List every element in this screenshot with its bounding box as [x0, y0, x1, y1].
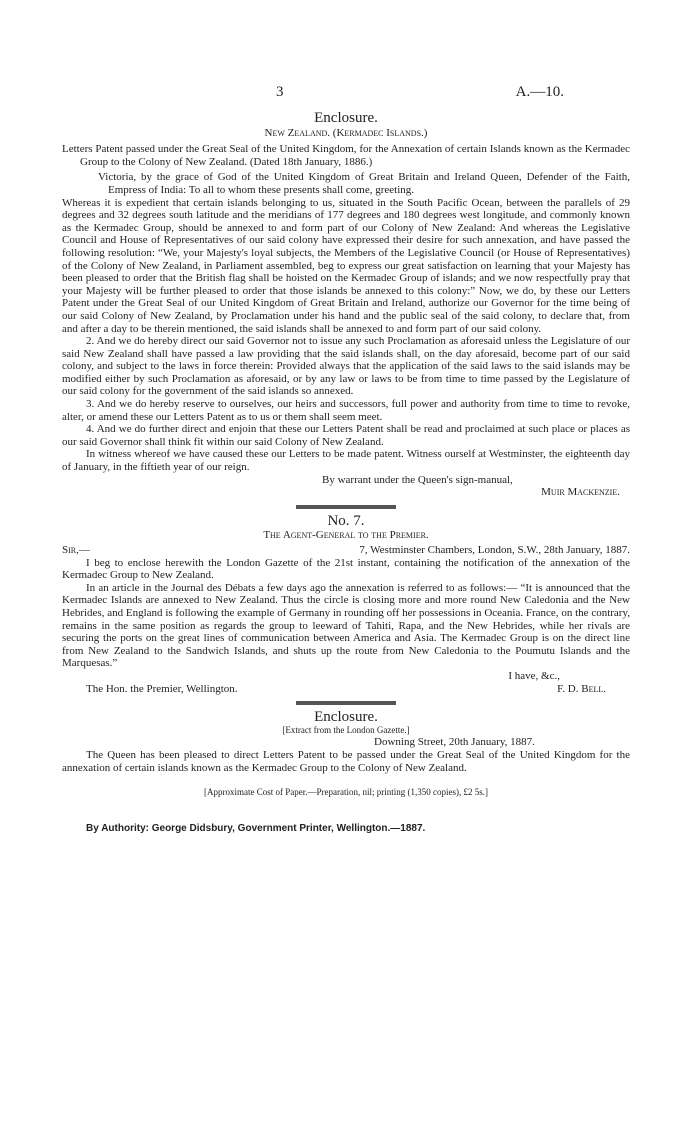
signature-mackenzie: Muir Mackenzie. [541, 486, 620, 499]
gazette-extract-label: [Extract from the London Gazette.] [282, 724, 410, 735]
paragraph-2: 2. And we do hereby direct our said Governor not to issue any such Proclamation as aforesaid unless the Legislature of our said New Zealand shall have passed a law providing that the said islands shall, on the day aforesaid, become part of our said colony, and subject to the laws in force therein: Provided always that the application of the said laws to the said islands may be modified either by such Proclamation as aforesaid, or by any law or laws to be from time to time passed by the Legislature of our said colony for the government of the said islands so annexed. [62, 335, 630, 398]
letter-addressee: The Hon. the Premier, Wellington. [86, 682, 238, 695]
victoria-greeting: Victoria, by the grace of God of the United Kingdom of Great Britain and Ireland Queen, Defender of the Faith, Empress of India: To all to whom these presents shall come, greeting. [98, 171, 630, 196]
salutation: Sir,— [62, 544, 90, 556]
letters-patent-intro: Letters Patent passed under the Great Seal of the United Kingdom, for the Annexation of certain Islands known as the Kermadec Group to the Colony of New Zealand. (Dated 18th January, 1886.) [62, 143, 630, 168]
letter-address: 7, Westminster Chambers, London, S.W., 28th January, 1887. [359, 544, 630, 556]
cost-of-paper: [Approximate Cost of Paper.—Preparation, nil; printing (1,350 copies), £2 5s.] [204, 787, 488, 798]
enclosure-title: Enclosure. [314, 110, 378, 126]
enclosure-subtitle: New Zealand. (Kermadec Islands.) [264, 126, 428, 139]
page-number: 3 [276, 84, 284, 100]
document-reference: A.—10. [515, 84, 564, 100]
enclosure-2-title: Enclosure. [314, 709, 378, 726]
whereas-paragraph: Whereas it is expedient that certain islands belonging to us, situated in the South Pacific Ocean, between the parallels of 29 degrees and 32 degrees south latitude and the meridians of 177 degrees and 180 degrees west longitude, and commonly known as the Kermadec Group, should be annexed to and form part of our Colony of New Zealand: And whereas the Legislative Council and House of Representatives of our said colony have expressed their desire for such annexation, and have passed the following resolution: “We, your Majesty's loyal subjects, the Members of the Legislative Council (or House of Representatives) of the Colony of New Zealand, in Parliament assembled, beg to express our great satisfaction on learning that your Majesty has been pleased to order that the British flag shall be hoisted on the Kermadec Group of islands; and we now respectfully pray that your Majesty will be further pleased to order that those islands be annexed to this colony:” Now, we do, by these our Letters Patent under the Great Seal of our United Kingdom of Great Britain and Ireland, authorize our Governor for the time being of our said Colony of New Zealand, by Proclamation under his hand and the public seal of the said colony, to declare that, from and after a day to be therein mentioned, the said islands shall be annexed to and form part of our said colony. [62, 196, 630, 335]
letter-closing: I have, &c., [508, 669, 560, 682]
witness-paragraph: In witness whereof we have caused these our Letters to be made patent. Witness ourself at Westminster, the eighteenth day of January, in the fiftieth year of our reign. [62, 448, 630, 474]
paragraph-3: 3. And we do hereby reserve to ourselves, our heirs and successors, full power and authority from time to time to revoke, alter, or amend these our Letters Patent as to us or them shall seem meet. [62, 398, 630, 423]
printer-footer: By Authority: George Didsbury, Government Printer, Wellington.—1887. [86, 822, 426, 834]
warrant-line: By warrant under the Queen's sign-manual, [322, 473, 513, 486]
section-divider-2 [296, 701, 396, 705]
document-body [62, 0, 630, 835]
section-divider [296, 505, 396, 509]
letter-subtitle: The Agent-General to the Premier. [263, 529, 429, 542]
letter-header [62, 544, 630, 557]
paragraph-4: 4. And we do further direct and enjoin that these our Letters Patent shall be read and proclaimed at such place or places as our said Governor shall think fit within our said Colony of New Zealand. [62, 423, 630, 448]
signature-bell: F. D. Bell. [557, 682, 606, 695]
letter-paragraph-2: In an article in the Journal des Débats a few days ago the annexation is referred to as follows:— “It is announced that the Kermadec Islands are annexed to New Zealand. Thus the circle is closing more and more round New Caledonia and the New Hebrides, and England is following the example of Germany in rounding off her possessions in Oceania. France, on the contrary, remains in the same position as regards the group to leeward of Tahiti, Rapa, and the New Hebrides, while her rivals are securing the ports on the great lines of communication between America and Asia. The Kermadec Group is on the direct line from New Zealand to the Sandwich Islands, and shuts up the route from New Caledonia to the Poumutu Islands and the Marquesas.” [62, 581, 630, 670]
letter-number: No. 7. [327, 512, 365, 529]
letter-signoff [62, 683, 630, 696]
letter-paragraph-1: I beg to enclose herewith the London Gazette of the 21st instant, containing the notification of the annexation of the Kermadec Group to New Zealand. [62, 556, 630, 582]
gazette-body: The Queen has been pleased to direct Letters Patent to be passed under the Great Seal of the United Kingdom for the annexation of certain islands known as the Kermadec Group to the Colony of New Zealand. [62, 748, 630, 774]
gazette-dateline: Downing Street, 20th January, 1887. [374, 736, 535, 749]
